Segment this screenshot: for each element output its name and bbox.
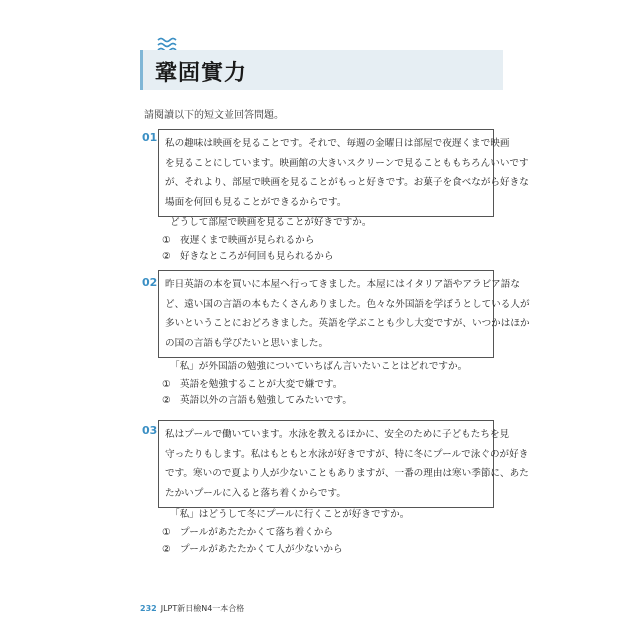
option-mark: ② [162, 251, 171, 262]
passage-line: を見ることにしています。映画館の大きいスクリーンで見ることももちろんいいです [165, 157, 529, 169]
instruction-text: 請閱讀以下的短文並回答問題。 [144, 110, 284, 121]
passage-line: ど、遠い国の言語の本もたくさんありました。色々な外国語を学ぼうとしている人が [165, 298, 530, 310]
option-item [162, 541, 343, 555]
option-mark: ① [162, 527, 171, 538]
passage-box [158, 420, 529, 508]
option-item [162, 376, 342, 390]
passage-box [158, 129, 529, 217]
option-item [162, 248, 334, 262]
option-item [162, 524, 333, 538]
passage-line: 場面を何回も見ることができるからです。 [165, 196, 347, 208]
page-footer [140, 603, 244, 614]
question-text: 「私」が外国語の勉強についていちばん言いたいことはどれですか。 [170, 361, 468, 372]
passage-line: が、それより、部屋で映画を見ることがもっと好きです。お菓子を食べながら好きな [165, 177, 529, 188]
option-mark: ① [162, 235, 171, 246]
passage-line: 守ったりもします。私はもともと水泳が好きですが、特に冬にプールで泳ぐのが好き [165, 448, 529, 460]
option-mark: ① [162, 379, 171, 390]
option-item [162, 232, 314, 246]
option-text: 英語を勉強することが大変で嫌です。 [180, 379, 343, 390]
option-mark: ② [162, 544, 171, 555]
passage-line: 私はプールで働いています。水泳を教えるほかに、安全のために子どもたちを見 [165, 429, 510, 440]
passage-line: たかいプールに入ると落ち着くからです。 [165, 487, 346, 499]
passage-line: 昨日英語の本を買いに本屋へ行ってきました。本屋にはイタリア語やアラビア語な [165, 279, 520, 290]
option-text: プールがあたたかくて落ち着くから [180, 527, 334, 538]
question-number: 03 [142, 424, 158, 437]
option-text: 夜遅くまで映画が見られるから [180, 235, 315, 246]
question-text: 「私」はどうして冬にプールに行くことが好きですか。 [170, 509, 410, 520]
question-number: 02 [142, 276, 158, 289]
passage-line: 多いということにおどろきました。英語を学ぶことも少し大変ですが、いつかはほか [165, 318, 530, 329]
question-text: どうして部屋で映画を見ることが好きですか。 [170, 217, 372, 228]
option-text: 英語以外の言語も勉強してみたいです。 [180, 395, 352, 406]
option-text: プールがあたたかくて人が少ないから [180, 544, 343, 555]
page-number: 232 [140, 604, 157, 613]
book-title: JLPT新日檢N4一本合格 [160, 604, 245, 613]
option-item [162, 392, 352, 406]
passage-line: 私の趣味は映画を見ることです。それで、毎週の金曜日は部屋で夜遅くまで映画 [165, 138, 510, 149]
passage-line: の国の言語も学びたいと思いました。 [165, 337, 329, 349]
option-mark: ② [162, 395, 171, 406]
passage-box [158, 270, 530, 358]
passage-line: です。寒いので夏より人が少ないこともありますが、一番の理由は寒い季節に、あた [165, 468, 529, 479]
page-title: 鞏固實力 [155, 61, 248, 86]
question-number: 01 [142, 131, 158, 144]
option-text: 好きなところが何回も見られるから [180, 251, 334, 262]
